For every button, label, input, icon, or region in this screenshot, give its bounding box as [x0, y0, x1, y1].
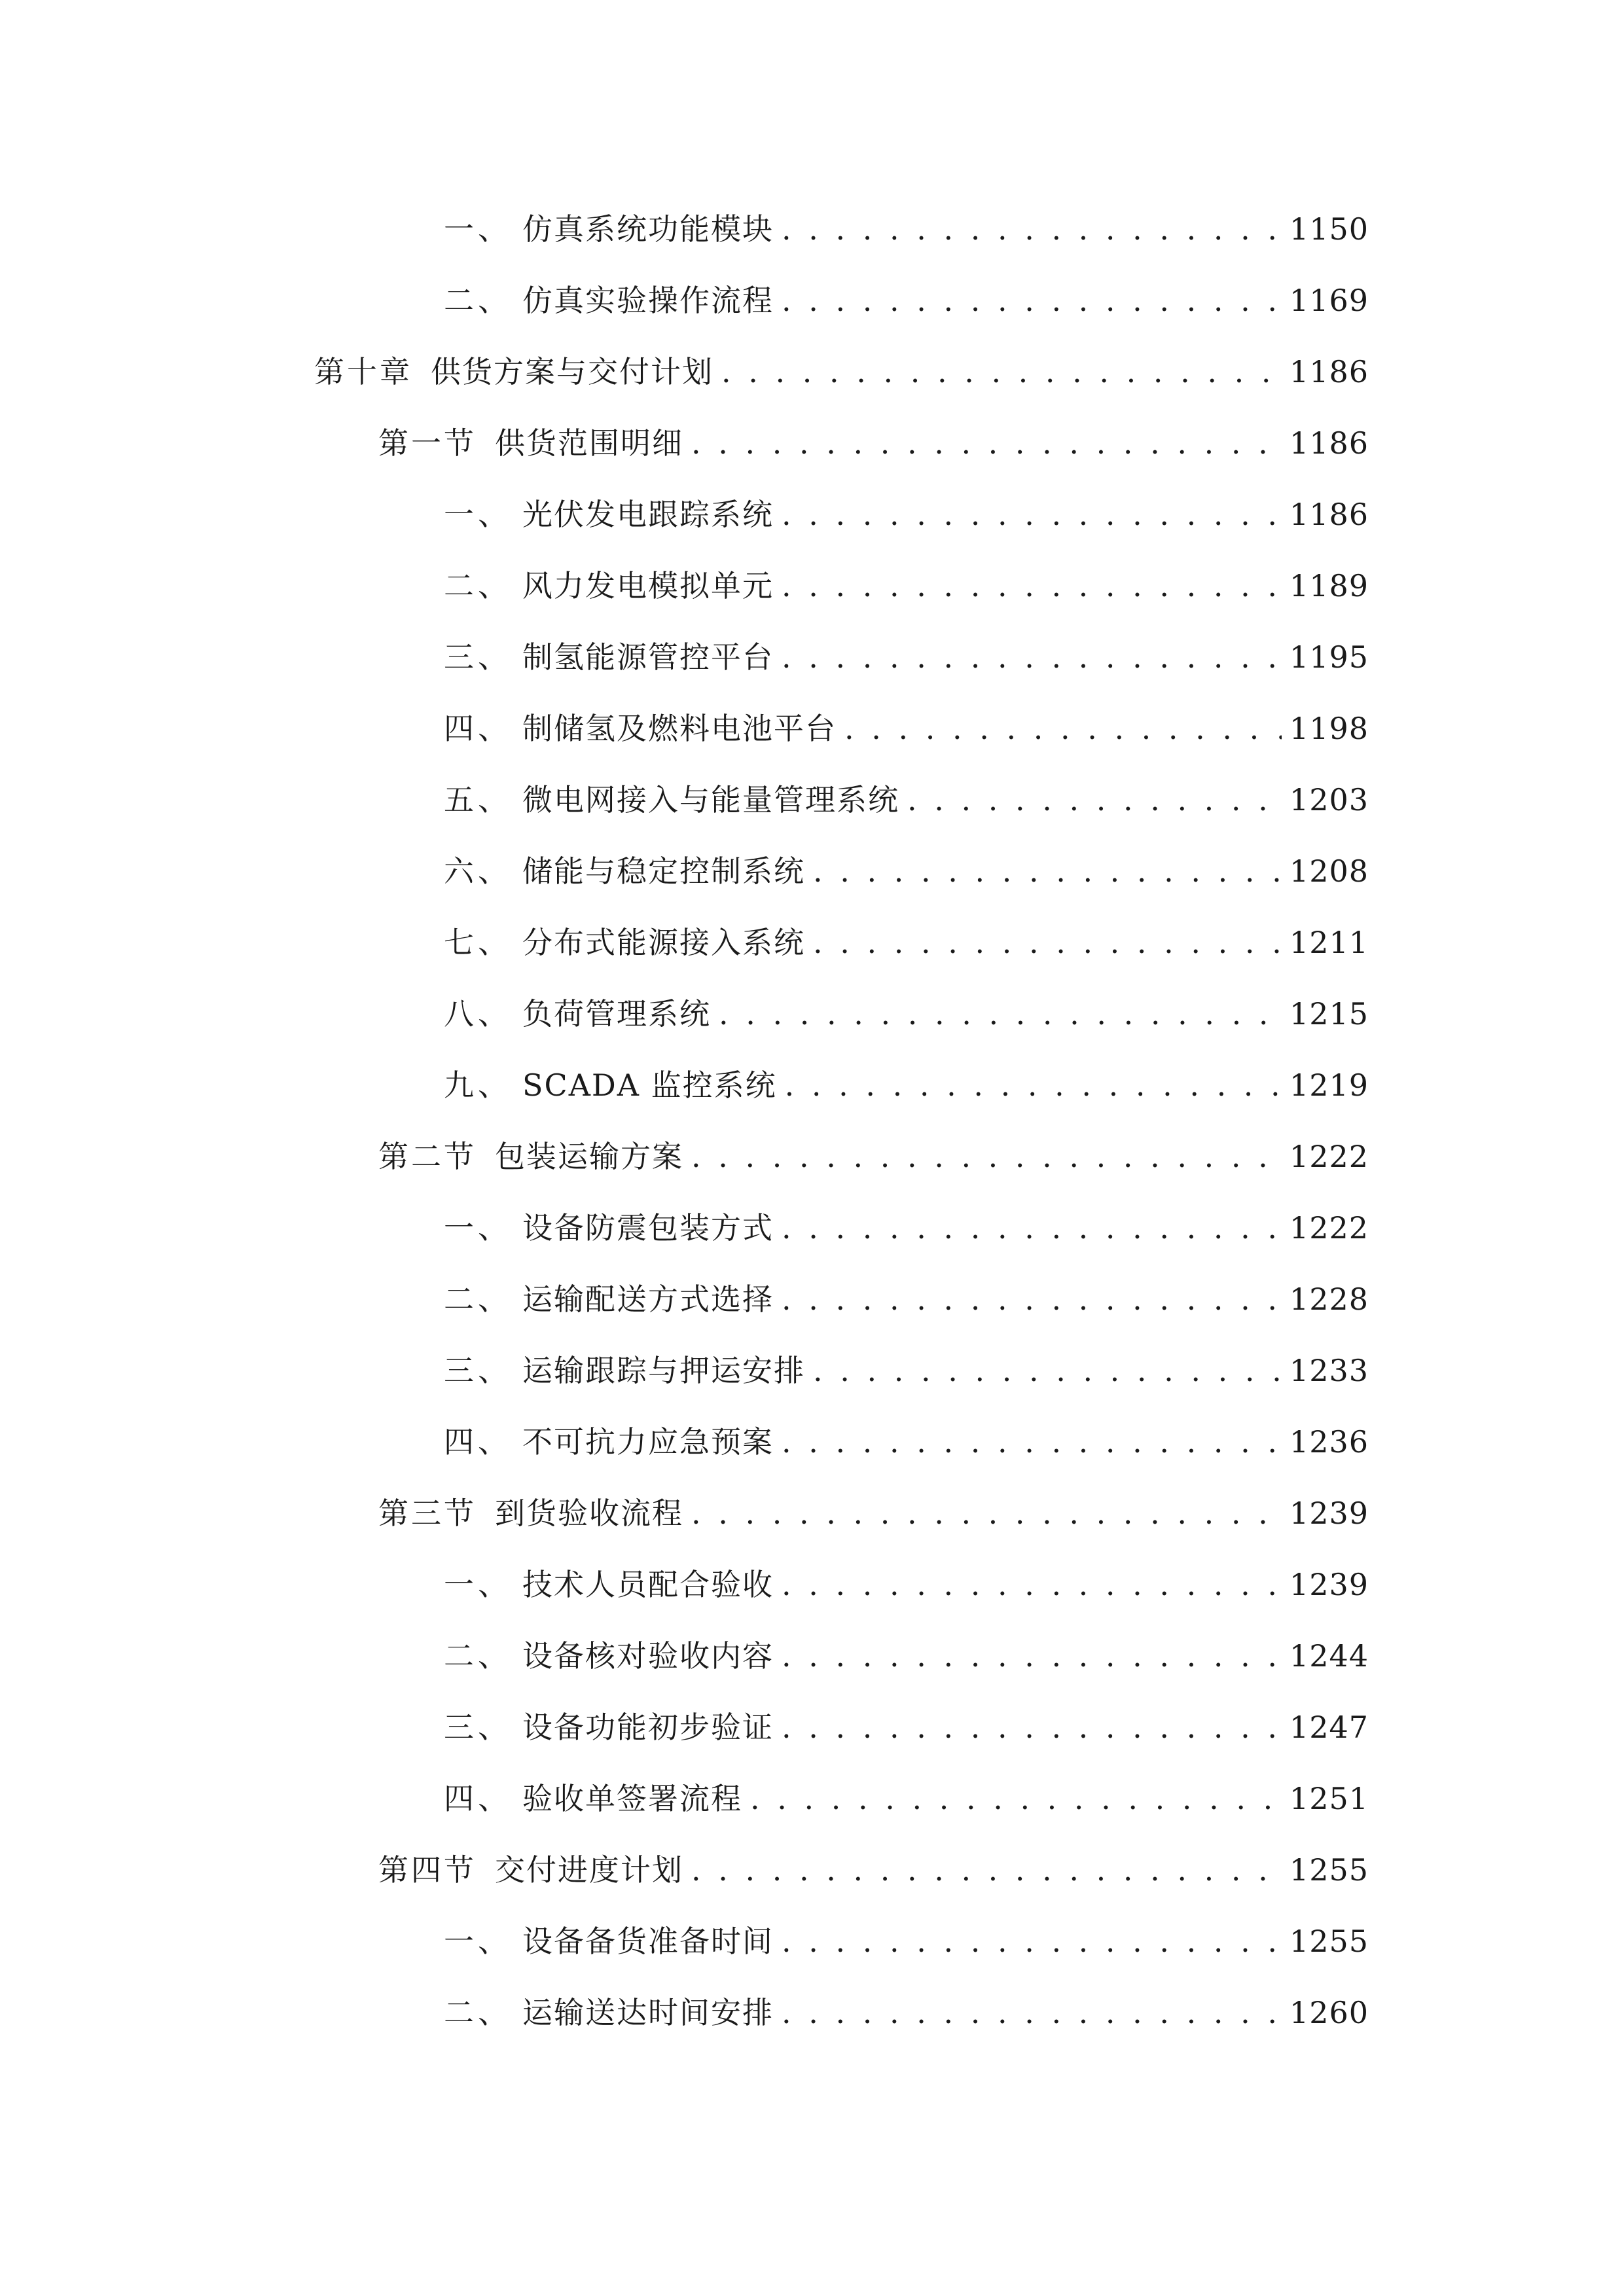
toc-entry-title: 分布式能源接入系统: [522, 925, 805, 960]
toc-entry-number: 一、: [444, 1567, 512, 1602]
toc-entry[interactable]: [444, 1701, 1369, 1747]
toc-entry-page: 1219: [1289, 1067, 1369, 1103]
toc-dot-leader: [782, 1636, 1282, 1676]
toc-dot-leader: [719, 994, 1282, 1033]
toc-entry[interactable]: [444, 274, 1369, 320]
toc-dot-leader: [691, 1850, 1282, 1890]
toc-dot-leader: [691, 1494, 1282, 1533]
toc-entry[interactable]: [444, 916, 1369, 962]
toc-entry-number: 一、: [444, 211, 512, 247]
toc-entry[interactable]: [378, 1487, 1369, 1533]
toc-dot-leader: [782, 495, 1282, 534]
toc-entry-page: 1186: [1289, 497, 1369, 532]
toc-dot-leader: [844, 709, 1282, 748]
toc-entry[interactable]: [378, 417, 1369, 463]
toc-dot-leader: [785, 1066, 1282, 1105]
toc-entry-page: 1247: [1289, 1710, 1369, 1745]
toc-entry-number: 第二节: [378, 1139, 477, 1174]
toc-entry[interactable]: [444, 1630, 1369, 1676]
toc-entry-page: 1233: [1289, 1353, 1369, 1388]
toc-entry-page: 1208: [1289, 853, 1369, 889]
toc-entry-title: 运输跟踪与押运安排: [522, 1353, 805, 1388]
toc-entry-number: 四、: [444, 1424, 512, 1460]
toc-entry-title: 技术人员配合验收: [522, 1567, 774, 1602]
toc-entry-number: 五、: [444, 782, 512, 817]
toc-entry-title: 交付进度计划: [495, 1852, 683, 1888]
toc-entry-number: 二、: [444, 1282, 512, 1317]
toc-entry[interactable]: [444, 1772, 1369, 1818]
toc-entry-title: 微电网接入与能量管理系统: [522, 782, 899, 817]
toc-entry-title: 储能与稳定控制系统: [522, 853, 805, 889]
toc-entry-number: 二、: [444, 1638, 512, 1674]
toc-entry-page: 1198: [1289, 711, 1369, 746]
toc-entry-number: 一、: [444, 1210, 512, 1246]
toc-entry-page: 1236: [1289, 1424, 1369, 1460]
toc-entry-number: 二、: [444, 568, 512, 603]
toc-dot-leader: [750, 1779, 1282, 1818]
toc-entry-title: 到货验收流程: [495, 1496, 683, 1531]
toc-dot-leader: [782, 209, 1282, 249]
toc-entry-title: 仿真实验操作流程: [522, 283, 774, 318]
toc-dot-leader: [782, 281, 1282, 320]
toc-entry-title: 不可抗力应急预案: [522, 1424, 774, 1460]
toc-entry-number: 三、: [444, 1710, 512, 1745]
toc-entry[interactable]: [444, 988, 1369, 1033]
toc-entry-title: 运输配送方式选择: [522, 1282, 774, 1317]
toc-entry-number: 六、: [444, 853, 512, 889]
toc-dot-leader: [782, 1922, 1282, 1961]
toc-dot-leader: [782, 1993, 1282, 2032]
toc-entry-number: 二、: [444, 1995, 512, 2030]
toc-entry-page: 1222: [1289, 1139, 1369, 1174]
toc-entry-page: 1239: [1289, 1567, 1369, 1602]
toc-entry[interactable]: [444, 631, 1369, 677]
toc-entry-title: 供货范围明细: [495, 425, 683, 461]
toc-dot-leader: [782, 1208, 1282, 1247]
toc-entry-number: 七、: [444, 925, 512, 960]
toc-entry[interactable]: [314, 346, 1369, 391]
toc-entry-title: 风力发电模拟单元: [522, 568, 774, 603]
toc-dot-leader: [813, 852, 1282, 891]
toc-entry-title: 设备备货准备时间: [522, 1924, 774, 1959]
toc-dot-leader: [782, 1708, 1282, 1747]
toc-entry-title: 验收单签署流程: [522, 1781, 742, 1816]
toc-entry[interactable]: [444, 1915, 1369, 1961]
toc-entry-number: 四、: [444, 711, 512, 746]
toc-entry-page: 1211: [1289, 925, 1369, 960]
toc-entry[interactable]: [444, 203, 1369, 249]
toc-entry-number: 第四节: [378, 1852, 477, 1888]
toc-entry-title: 仿真系统功能模块: [522, 211, 774, 247]
toc-dot-leader: [782, 1280, 1282, 1319]
toc-entry-title: 运输送达时间安排: [522, 1995, 774, 2030]
toc-entry-title: 设备功能初步验证: [522, 1710, 774, 1745]
toc-entry[interactable]: [378, 1844, 1369, 1890]
toc-dot-leader: [691, 423, 1282, 463]
toc-entry-number: 八、: [444, 996, 512, 1031]
toc-entry-page: 1186: [1289, 354, 1369, 389]
toc-entry-title: 负荷管理系统: [522, 996, 711, 1031]
toc-dot-leader: [782, 566, 1282, 605]
toc-entry-page: 1228: [1289, 1282, 1369, 1317]
toc-entry-number: 九、: [444, 1067, 512, 1103]
toc-entry[interactable]: [444, 560, 1369, 605]
toc-entry-title: 光伏发电跟踪系统: [522, 497, 774, 532]
toc-dot-leader: [721, 352, 1282, 391]
toc-entry-page: 1255: [1289, 1924, 1369, 1959]
toc-entry-page: 1239: [1289, 1496, 1369, 1531]
toc-entry-page: 1195: [1289, 639, 1369, 675]
toc-entry[interactable]: [444, 1986, 1369, 2032]
toc-entry-page: 1186: [1289, 425, 1369, 461]
toc-entry-page: 1215: [1289, 996, 1369, 1031]
toc-entry-page: 1203: [1289, 782, 1369, 817]
toc-entry[interactable]: [444, 774, 1369, 819]
toc-entry-number: 一、: [444, 1924, 512, 1959]
toc-entry-page: 1189: [1289, 568, 1369, 603]
toc-entry-title: 制储氢及燃料电池平台: [522, 711, 837, 746]
toc-entry-page: 1150: [1289, 211, 1369, 247]
toc-dot-leader: [782, 637, 1282, 677]
toc-entry[interactable]: [444, 845, 1369, 891]
toc-dot-leader: [782, 1565, 1282, 1604]
toc-entry-page: 1255: [1289, 1852, 1369, 1888]
toc-dot-leader: [813, 1351, 1282, 1390]
toc-entry-page: 1251: [1289, 1781, 1369, 1816]
toc-entry-number: 三、: [444, 1353, 512, 1388]
toc-entry-number: 四、: [444, 1781, 512, 1816]
toc-dot-leader: [813, 923, 1282, 962]
toc-dot-leader: [907, 780, 1282, 819]
toc-entry-number: 第十章: [314, 354, 412, 389]
toc-entry-number: 二、: [444, 283, 512, 318]
toc-entry-page: 1222: [1289, 1210, 1369, 1246]
toc-entry-title: 制氢能源管控平台: [522, 639, 774, 675]
toc-entry[interactable]: [444, 1202, 1369, 1247]
toc-entry-page: 1244: [1289, 1638, 1369, 1674]
toc-entry-number: 第一节: [378, 425, 477, 461]
toc-entry[interactable]: [444, 1273, 1369, 1319]
toc-entry[interactable]: [444, 1344, 1369, 1390]
toc-entry[interactable]: [444, 1059, 1369, 1105]
toc-entry-title: 设备核对验收内容: [522, 1638, 774, 1674]
toc-entry[interactable]: [444, 702, 1369, 748]
toc-entry[interactable]: [444, 488, 1369, 534]
toc-entry-number: 一、: [444, 497, 512, 532]
toc-entry-title: 设备防震包装方式: [522, 1210, 774, 1246]
toc-entry-title: SCADA 监控系统: [522, 1067, 777, 1103]
toc-dot-leader: [782, 1422, 1282, 1462]
toc-entry-page: 1169: [1289, 283, 1369, 318]
toc-entry[interactable]: [378, 1130, 1369, 1176]
toc-entry[interactable]: [444, 1416, 1369, 1462]
toc-entry-page: 1260: [1289, 1995, 1369, 2030]
toc-entry-title: 包装运输方案: [495, 1139, 683, 1174]
toc-entry-title: 供货方案与交付计划: [431, 354, 713, 389]
toc-entry[interactable]: [444, 1558, 1369, 1604]
toc-entry-number: 第三节: [378, 1496, 477, 1531]
toc-entry-number: 三、: [444, 639, 512, 675]
toc-dot-leader: [691, 1137, 1282, 1176]
